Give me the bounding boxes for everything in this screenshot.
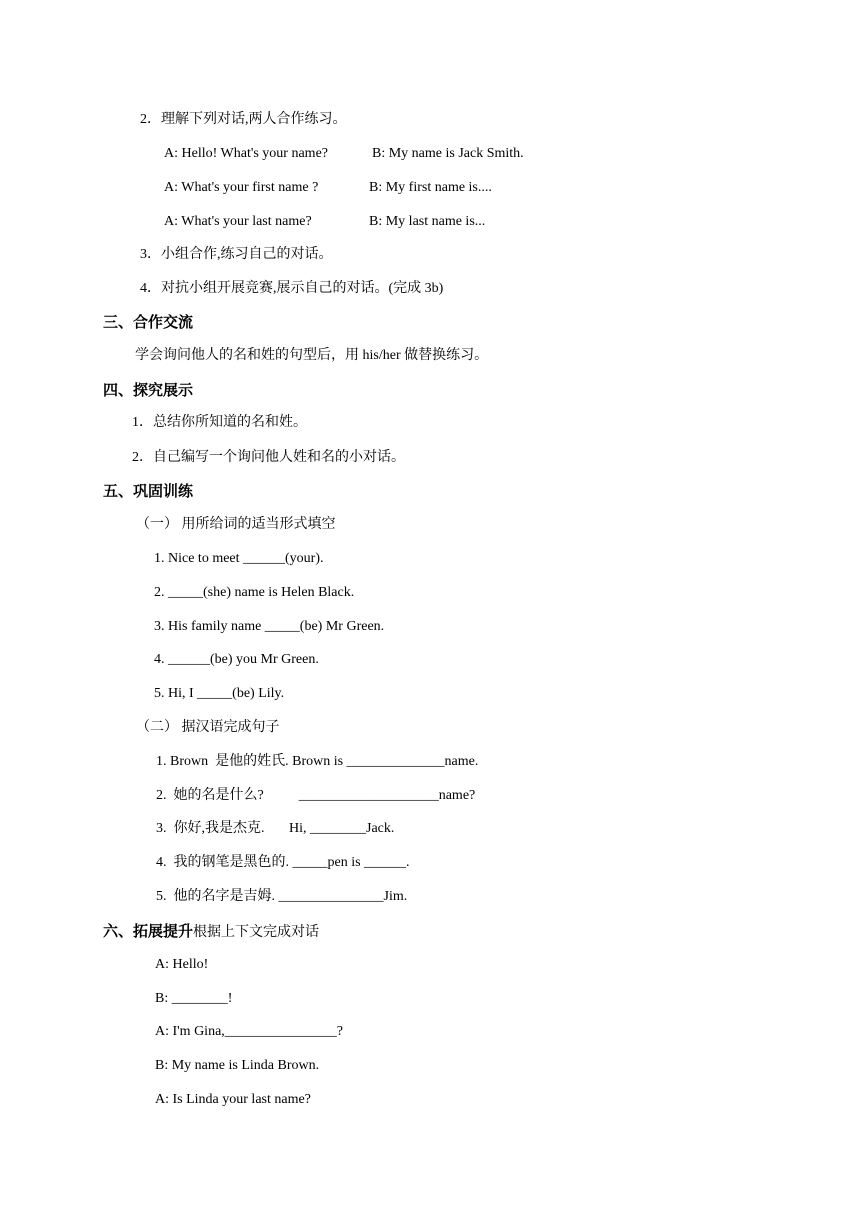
practice-item-2: 2．理解下列对话,两人合作练习。 [140,112,347,127]
exercise-2-item-1: 1. Brown 是他的姓氏. Brown is ______________name. [156,754,479,769]
exercise-2-item-2: 2. 她的名是什么? ____________________name? [156,788,476,803]
exercise-2-item-5: 5. 他的名字是吉姆. _______________Jim. [156,889,408,904]
section-3-heading: 三、合作交流 [103,313,194,331]
exercise-1-item-1: 1. Nice to meet ______(your). [154,551,324,566]
practice-item-4: 4．对抗小组开展竞赛,展示自己的对话。(完成 3b) [140,281,444,296]
dialogue-1-a: A: Hello! What's your name? [164,146,328,161]
section-6-heading [103,922,319,942]
dialogue-line-2: B: ________! [155,991,233,1006]
dialogue-3-a: A: What's your last name? [164,214,312,229]
section-6-instruction: 根据上下文完成对话 [193,925,320,940]
dialogue-3-b: B: My last name is... [369,214,486,229]
exercise-part-1-title: （一） 用所给词的适当形式填空 [136,517,336,532]
section-4-heading: 四、探究展示 [103,381,194,399]
exercise-1-item-5: 5. Hi, I _____(be) Lily. [154,686,285,701]
dialogue-line-3: A: I'm Gina,________________? [155,1024,344,1039]
dialogue-2-a: A: What's your first name ? [164,180,319,195]
exercise-1-item-4: 4. ______(be) you Mr Green. [154,652,319,667]
section-5-heading: 五、巩固训练 [103,482,194,500]
dialogue-line-1: A: Hello! [155,957,209,972]
section-6-title: 六、拓展提升 [103,922,194,940]
dialogue-2-b: B: My first name is.... [369,180,492,195]
dialogue-line-5: A: Is Linda your last name? [155,1092,311,1107]
section-3-text: 学会询问他人的名和姓的句型后，用 his/her 做替换练习。 [135,348,489,363]
practice-item-3: 3．小组合作,练习自己的对话。 [140,247,333,262]
dialogue-line-4: B: My name is Linda Brown. [155,1058,320,1073]
exercise-part-2-title: （二） 据汉语完成句子 [136,720,280,735]
section-4-item-1: 1．总结你所知道的名和姓。 [132,415,307,430]
exercise-1-item-2: 2. _____(she) name is Helen Black. [154,585,355,600]
exercise-1-item-3: 3. His family name _____(be) Mr Green. [154,619,385,634]
section-4-item-2: 2．自己编写一个询问他人姓和名的小对话。 [132,450,405,465]
dialogue-1-b: B: My name is Jack Smith. [372,146,524,161]
exercise-2-item-3: 3. 你好,我是杰克. Hi, ________Jack. [156,821,395,836]
exercise-2-item-4: 4. 我的钢笔是黑色的. _____pen is ______. [156,855,410,870]
